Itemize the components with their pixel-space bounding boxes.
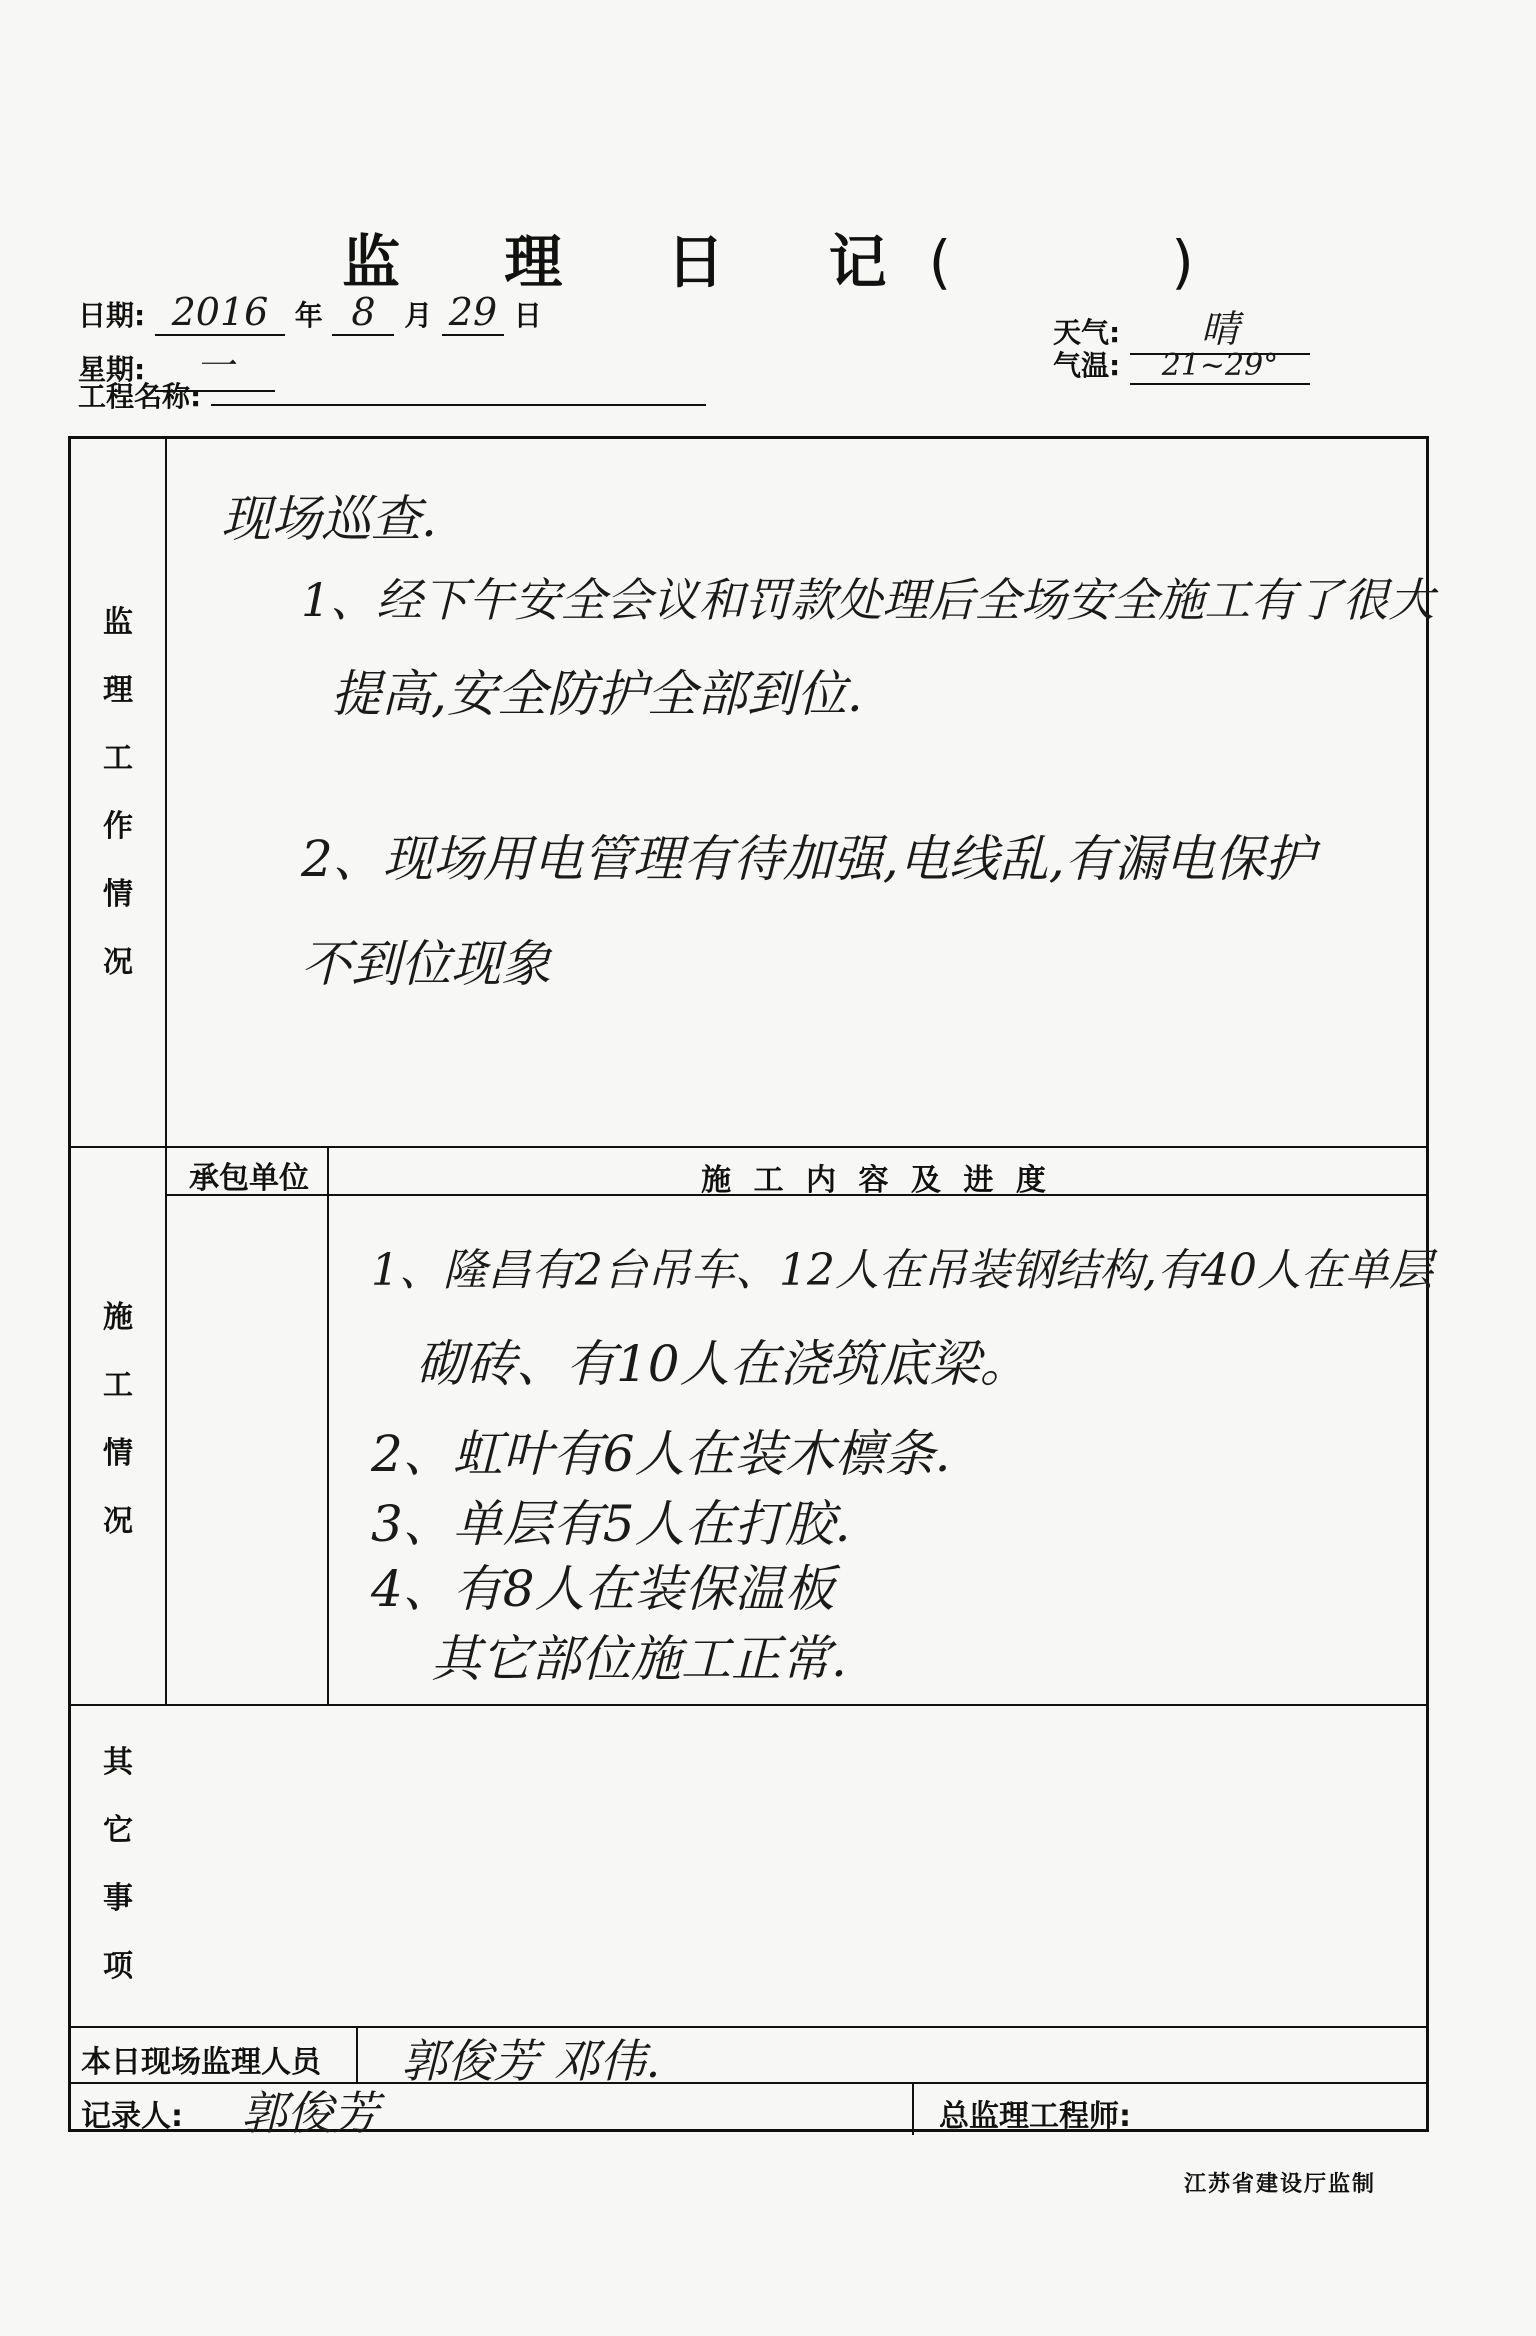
- progress-header: 施 工 内 容 及 进 度: [701, 1163, 1052, 1198]
- supervision-line: 1、经下午安全会议和罚款处理后全场安全施工有了很大: [301, 573, 1435, 627]
- construction-line: 4、有8人在装保温板: [371, 1560, 835, 1618]
- staff-label-divider: [356, 2026, 358, 2082]
- date-day: 29: [442, 290, 504, 336]
- weather-value: 晴: [1130, 298, 1310, 355]
- supervision-work-label: 监 理 工 作 情 况: [103, 605, 133, 980]
- staff-names: 郭俊芳 邓伟.: [401, 2034, 661, 2088]
- date-row: [78, 290, 542, 336]
- project-name: [211, 376, 706, 406]
- weather-label: 天气:: [1053, 316, 1121, 349]
- divider-construction-other: [71, 1704, 1426, 1706]
- project-row: [78, 375, 706, 415]
- date-label: 日期:: [78, 299, 146, 332]
- divider-other-staff: [71, 2026, 1426, 2028]
- staff-label: 本日现场监理人员: [81, 2045, 321, 2080]
- chief-engineer-label: 总监理工程师:: [939, 2099, 1131, 2134]
- contractor-header: 承包单位: [189, 1161, 309, 1196]
- diary-table: [68, 436, 1435, 2140]
- construction-line: 3、单层有5人在打胶.: [371, 1495, 851, 1553]
- title-paren-open: (: [928, 228, 952, 296]
- construction-line: 其它部位施工正常.: [431, 1630, 847, 1688]
- date-month: 8: [332, 290, 394, 336]
- contractor-column-divider: [327, 1146, 329, 1704]
- supervision-line: 2、现场用电管理有待加强,电线乱,有漏电保护: [301, 830, 1315, 888]
- recorder-label: 记录人:: [81, 2099, 183, 2134]
- page-title: [0, 215, 1536, 299]
- project-label: 工程名称:: [78, 380, 202, 413]
- temperature-value: 21~29°: [1130, 348, 1310, 385]
- recorder-name: 郭俊芳: [241, 2086, 379, 2140]
- temperature-label: 气温:: [1053, 349, 1121, 382]
- supervision-line: 现场巡查.: [221, 490, 437, 548]
- other-matters-label: 其 它 事 项: [103, 1745, 133, 1984]
- weekday-value: 一: [155, 335, 275, 392]
- supervision-line: 提高,安全防护全部到位.: [331, 665, 863, 723]
- temperature-row: [1053, 344, 1310, 385]
- construction-line: 2、虹叶有6人在装木檩条.: [371, 1425, 951, 1483]
- construction-label: 施 工 情 况: [103, 1300, 133, 1539]
- weekday-label: 星期:: [78, 353, 146, 386]
- title-text: 监 理 日 记: [342, 228, 929, 296]
- title-paren-close: ): [1171, 228, 1194, 296]
- date-year: 2016: [155, 290, 285, 336]
- supervision-line: 不到位现象: [301, 935, 551, 993]
- divider-work-construction: [71, 1146, 1426, 1148]
- issuer-note: 江苏省建设厅监制: [1183, 2172, 1376, 2197]
- day-unit: 日: [513, 299, 542, 332]
- label-column-divider: [165, 439, 167, 1704]
- chief-label-divider: [912, 2082, 914, 2135]
- construction-line: 1、隆昌有2台吊车、12人在吊装钢结构,有40人在单层: [371, 1245, 1433, 1296]
- month-unit: 月: [404, 299, 433, 332]
- construction-line: 砌砖、有10人在浇筑底梁。: [416, 1335, 1030, 1393]
- year-unit: 年: [294, 299, 323, 332]
